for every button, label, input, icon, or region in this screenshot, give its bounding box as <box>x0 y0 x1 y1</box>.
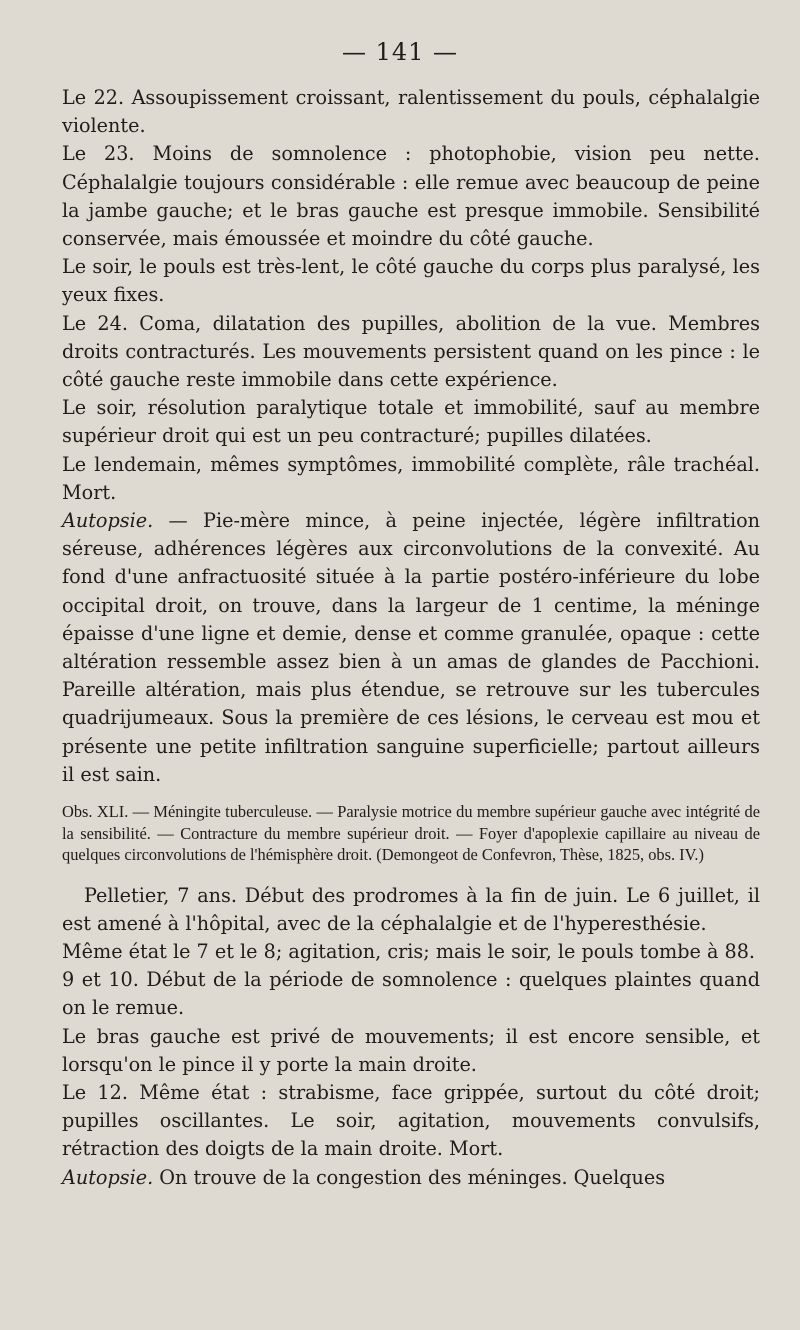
body-text <box>62 84 760 1192</box>
paragraph-day-23 <box>62 140 760 253</box>
observation-heading: Obs. XLI. — Méningite tuberculeuse. — Paralysie motrice du membre supérieur gauche avec intégrité de la sensibilité. — Contracture du membre supérieur droit. — Foyer d'apoplexie capillaire au niveau de quelques circonvolutions de l'hémisphère droit. (Demongeot de Confevron, Thèse, 1825, obs. IV.) <box>62 802 760 865</box>
paragraph-text: Le bras gauche est privé de mouvements; il est encore sensible, et lorsqu'on le pince il y porte la main droite. <box>62 1024 760 1076</box>
paragraph-text: Même état le 7 et le 8; agitation, cris; mais le soir, le pouls tombe à 88. <box>62 939 756 963</box>
page-number: — 141 — <box>341 38 459 66</box>
paragraph-evening-23 <box>62 253 760 309</box>
autopsy-label: Autopsie. <box>62 1165 154 1189</box>
paragraph-text: Le 22. Assoupissement croissant, ralentissement du pouls, céphalalgie violente. <box>62 86 760 138</box>
paragraph-day-24 <box>62 310 760 395</box>
paragraph-day-22 <box>62 84 760 140</box>
paragraph-autopsy-1 <box>62 507 760 789</box>
paragraph-text: Pelletier, 7 ans. Début des prodromes à la fin de juin. Le 6 juillet, il est amené à l'hôpital, avec de la céphalalgie et de l'hyperesthésie. <box>62 883 760 935</box>
paragraph-autopsy-2 <box>62 1164 760 1192</box>
paragraph-next-day <box>62 451 760 507</box>
paragraph-text: Le 23. Moins de somnolence : photophobie, vision peu nette. Céphalalgie toujours considérable : elle remue avec beaucoup de peine la jambe gauche; et le bras gauche est presque immobile. Sensibilité conservée, mais émoussée et moindre du côté gauche. <box>62 142 760 251</box>
paragraph-day-12 <box>62 1079 760 1164</box>
paragraph-text: Le lendemain, mêmes symptômes, immobilité complète, râle trachéal. Mort. <box>62 452 760 504</box>
autopsy-label: Autopsie. <box>62 509 154 533</box>
paragraph-text: Le 12. Même état : strabisme, face grippée, surtout du côté droit; pupilles oscillantes. Le soir, agitation, mouvements convulsifs, rétraction des doigts de la main droite. Mort. <box>62 1081 760 1161</box>
paragraph-evening-24 <box>62 394 760 450</box>
paragraph-day-7-8 <box>62 938 760 966</box>
paragraph-left-arm <box>62 1023 760 1079</box>
paragraph-day-9-10 <box>62 966 760 1022</box>
paragraph-text: Le 24. Coma, dilatation des pupilles, abolition de la vue. Membres droits contracturés. Les mouvements persistent quand on les pince : le côté gauche reste immobile dans cette expérience. <box>62 311 760 392</box>
paragraph-text: 9 et 10. Début de la période de somnolence : quelques plaintes quand on le remue. <box>62 968 760 1020</box>
paragraph-text: Le soir, résolution paralytique totale et immobilité, sauf au membre supérieur droit qui est un peu contracturé; pupilles dilatées. <box>62 396 760 448</box>
paragraph-text: — Pie-mère mince, à peine injectée, légère infiltration séreuse, adhérences légères aux circonvolutions de la convexité. Au fond d'une anfractuosité située à la partie postéro-inférieure du lobe occipital droit, on trouve, dans la largeur de 1 centime, la méninge épaisse d'une ligne et demie, dense et comme granulée, opaque : cette altération ressemble assez bien à un amas de glandes de Pacchioni. Pareille altération, mais plus étendue, se retrouve sur les tubercules quadrijumeaux. Sous la première de ces lésions, le cerveau est mou et présente une petite infiltration sanguine superficielle; partout ailleurs il est sain. <box>62 509 760 786</box>
paragraph-pelletier <box>62 882 760 938</box>
paragraph-text: Le soir, le pouls est très-lent, le côté gauche du corps plus paralysé, les yeux fixes. <box>62 255 760 307</box>
paragraph-text: On trouve de la congestion des méninges. Quelques <box>153 1165 666 1189</box>
